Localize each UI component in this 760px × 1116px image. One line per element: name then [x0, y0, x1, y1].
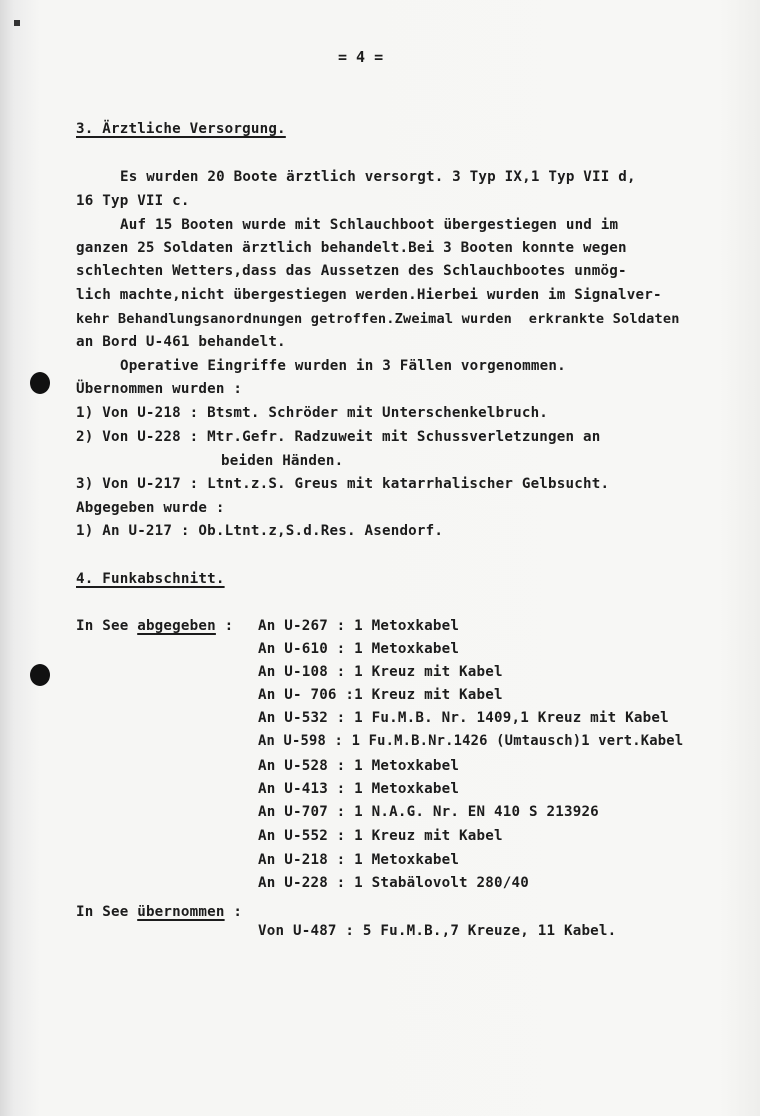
body-line: schlechten Wetters,dass das Aussetzen des Schlauchbootes unmög- — [76, 263, 627, 279]
taken-label — [76, 903, 242, 921]
given-item: An U-610 : 1 Metoxkabel — [258, 641, 460, 657]
body-line: lich machte,nicht übergestiegen werden.Hierbei wurden im Signalver- — [76, 287, 662, 303]
body-line: Übernommen wurden : — [76, 381, 243, 397]
body-line: Operative Eingriffe wurden in 3 Fällen vorgenommen. — [120, 358, 566, 374]
list-item-continuation: beiden Händen. — [221, 453, 344, 469]
body-line: 16 Typ VII c. — [76, 193, 190, 209]
given-item: An U-707 : 1 N.A.G. Nr. EN 410 S 213926 — [258, 804, 599, 820]
list-item: 2) Von U-228 : Mtr.Gefr. Radzuweit mit Schussverletzungen an — [76, 429, 601, 445]
body-line: an Bord U-461 behandelt. — [76, 334, 286, 350]
body-line: Auf 15 Booten wurde mit Schlauchboot übergestiegen und im — [120, 217, 619, 233]
given-label — [76, 617, 233, 635]
given-item: An U-218 : 1 Metoxkabel — [258, 852, 460, 868]
list-item: 1) An U-217 : Ob.Ltnt.z,S.d.Res. Asendorf. — [76, 523, 444, 539]
body-line: Es wurden 20 Boote ärztlich versorgt. 3 Typ IX,1 Typ VII d, — [120, 169, 636, 185]
section3-heading: 3. Ärztliche Versorgung. — [76, 121, 286, 137]
given-item: An U-552 : 1 Kreuz mit Kabel — [258, 828, 503, 844]
given-item: An U-108 : 1 Kreuz mit Kabel — [258, 664, 503, 680]
given-item: An U- 706 :1 Kreuz mit Kabel — [258, 687, 503, 703]
given-item: An U-532 : 1 Fu.M.B. Nr. 1409,1 Kreuz mit Kabel — [258, 710, 669, 726]
corner-mark — [14, 20, 20, 26]
given-item: An U-267 : 1 Metoxkabel — [258, 618, 460, 634]
given-label-suffix: : — [215, 618, 234, 634]
given-item: An U-598 : 1 Fu.M.B.Nr.1426 (Umtausch)1 vert.Kabel — [258, 733, 684, 749]
punch-hole-top — [30, 372, 50, 394]
list-item: 3) Von U-217 : Ltnt.z.S. Greus mit katarrhalischer Gelbsucht. — [76, 476, 610, 492]
given-item: An U-528 : 1 Metoxkabel — [258, 758, 460, 774]
given-label-prefix: In See — [76, 618, 138, 634]
taken-label-prefix: In See — [76, 904, 138, 920]
page-number: = 4 = — [338, 48, 384, 66]
body-line: ganzen 25 Soldaten ärztlich behandelt.Bei 3 Booten konnte wegen — [76, 240, 627, 256]
taken-label-word: übernommen — [137, 904, 225, 920]
body-line: kehr Behandlungsanordnungen getroffen.Zweimal wurden erkrankte Soldaten — [76, 311, 680, 327]
section4-heading: 4. Funkabschnitt. — [76, 571, 225, 587]
list-item: 1) Von U-218 : Btsmt. Schröder mit Unterschenkelbruch. — [76, 405, 549, 421]
given-item: An U-413 : 1 Metoxkabel — [258, 781, 460, 797]
body-line: Abgegeben wurde : — [76, 500, 225, 516]
taken-item: Von U-487 : 5 Fu.M.B.,7 Kreuze, 11 Kabel. — [258, 923, 617, 939]
given-item: An U-228 : 1 Stabälovolt 280/40 — [258, 875, 529, 891]
taken-label-suffix: : — [224, 904, 243, 920]
given-label-word: abgegeben — [137, 618, 216, 634]
punch-hole-bottom — [30, 664, 50, 686]
